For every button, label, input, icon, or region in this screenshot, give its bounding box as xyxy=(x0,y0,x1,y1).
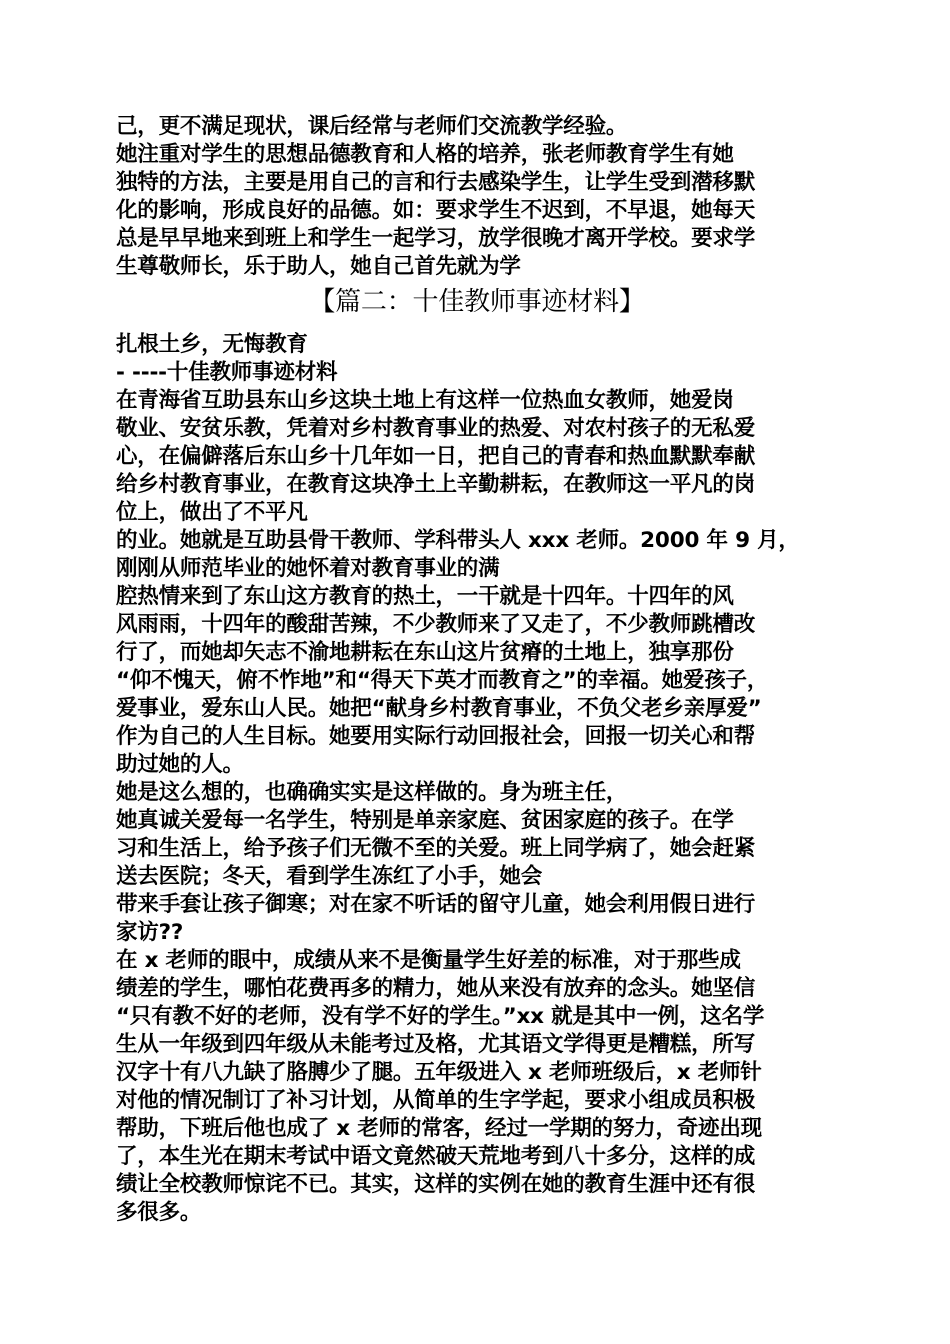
text-line: 助过她的人。 xyxy=(116,752,244,777)
text-line: 腔热情来到了东山这方教育的热土，一干就是十四年。十四年的风 xyxy=(116,584,734,609)
text-line: 行了，而她却矢志不渝地耕耘在东山这片贫瘠的土地上，独享那份 xyxy=(116,640,734,665)
text-line: 多很多。 xyxy=(116,1200,202,1225)
text-line: 对他的情况制订了补习计划，从简单的生字学起，要求小组成员积极 xyxy=(116,1088,756,1113)
text-line: 位上，做出了不平凡 xyxy=(116,500,308,525)
text-line: 送去医院；冬天，看到学生冻红了小手，她会 xyxy=(116,864,543,889)
text-line: 生尊敬师长，乐于助人，她自己首先就为学 xyxy=(116,254,521,279)
text-line: 了，本生光在期末考试中语文竟然破天荒地考到八十多分，这样的成 xyxy=(116,1144,756,1169)
text-line: - ----十佳教师事迹材料 xyxy=(116,360,338,385)
document-content xyxy=(116,113,838,1227)
text-line: “只有教不好的老师，没有学不好的学生。”xx 就是其中一例，这名学 xyxy=(116,1004,765,1029)
text-line: 在青海省互助县东山乡这块土地上有这样一位热血女教师，她爱岗 xyxy=(116,388,734,413)
text-line: 扎根土乡，无悔教育 xyxy=(116,332,308,357)
text-line: 汉字十有八九缺了胳膊少了腿。五年级进入 x 老师班级后，x 老师针 xyxy=(116,1060,762,1085)
text-line: 敬业、安贫乐教，凭着对乡村教育事业的热爱、对农村孩子的无私爱 xyxy=(116,416,756,441)
text-line: 带来手套让孩子御寒；对在家不听话的留守儿童，她会利用假日进行 xyxy=(116,892,756,917)
text-line: 绩差的学生，哪怕花费再多的精力，她从来没有放弃的念头。她坚信 xyxy=(116,976,756,1001)
intro-paragraphs xyxy=(116,113,838,281)
text-line: 作为自己的人生目标。她要用实际行动回报社会，回报一切关心和帮 xyxy=(116,724,756,749)
text-line: 刚刚从师范毕业的她怀着对教育事业的满 xyxy=(116,556,500,581)
text-line: 习和生活上，给予孩子们无微不至的关爱。班上同学病了，她会赶紧 xyxy=(116,836,756,861)
body-paragraphs xyxy=(116,331,838,1227)
text-line: 总是早早地来到班上和学生一起学习，放学很晚才离开学校。要求学 xyxy=(116,226,756,251)
text-line: 己，更不满足现状，课后经常与老师们交流教学经验。 xyxy=(116,114,628,139)
text-line: 生从一年级到四年级从未能考过及格，尤其语文学得更是糟糕，所写 xyxy=(116,1032,756,1057)
section-title: 【篇二：十佳教师事迹材料】 xyxy=(309,287,645,317)
text-line: 在 x 老师的眼中，成绩从来不是衡量学生好差的标准，对于那些成 xyxy=(116,948,741,973)
text-line: 的业。她就是互助县骨干教师、学科带头人 xxx 老师。2000 年 9 月， xyxy=(116,528,800,553)
text-line: “仰不愧天，俯不怍地”和“得天下英才而教育之”的幸福。她爱孩子， xyxy=(116,668,769,693)
text-line: 给乡村教育事业，在教育这块净土上辛勤耕耘，在教师这一平凡的岗 xyxy=(116,472,756,497)
text-line: 她是这么想的，也确确实实是这样做的。身为班主任， xyxy=(116,780,628,805)
text-line: 心，在偏僻落后东山乡十几年如一日，把自己的青春和热血默默奉献 xyxy=(116,444,756,469)
text-line: 化的影响，形成良好的品德。如：要求学生不迟到，不早退，她每天 xyxy=(116,198,756,223)
text-line: 爱事业，爱东山人民。她把“献身乡村教育事业，不负父老乡亲厚爱” xyxy=(116,696,762,721)
text-line: 风雨雨，十四年的酸甜苦辣，不少教师来了又走了，不少教师跳槽改 xyxy=(116,612,756,637)
text-line: 帮助，下班后他也成了 x 老师的常客，经过一学期的努力，奇迹出现 xyxy=(116,1116,762,1141)
text-line: 她注重对学生的思想品德教育和人格的培养，张老师教育学生有她 xyxy=(116,142,734,167)
text-line: 独特的方法，主要是用自己的言和行去感染学生，让学生受到潜移默 xyxy=(116,170,756,195)
text-line: 绩让全校教师惊诧不已。其实，这样的实例在她的教育生涯中还有很 xyxy=(116,1172,756,1197)
text-line: 她真诚关爱每一名学生，特别是单亲家庭、贫困家庭的孩子。在学 xyxy=(116,808,734,833)
text-line: 家访?? xyxy=(116,920,184,945)
